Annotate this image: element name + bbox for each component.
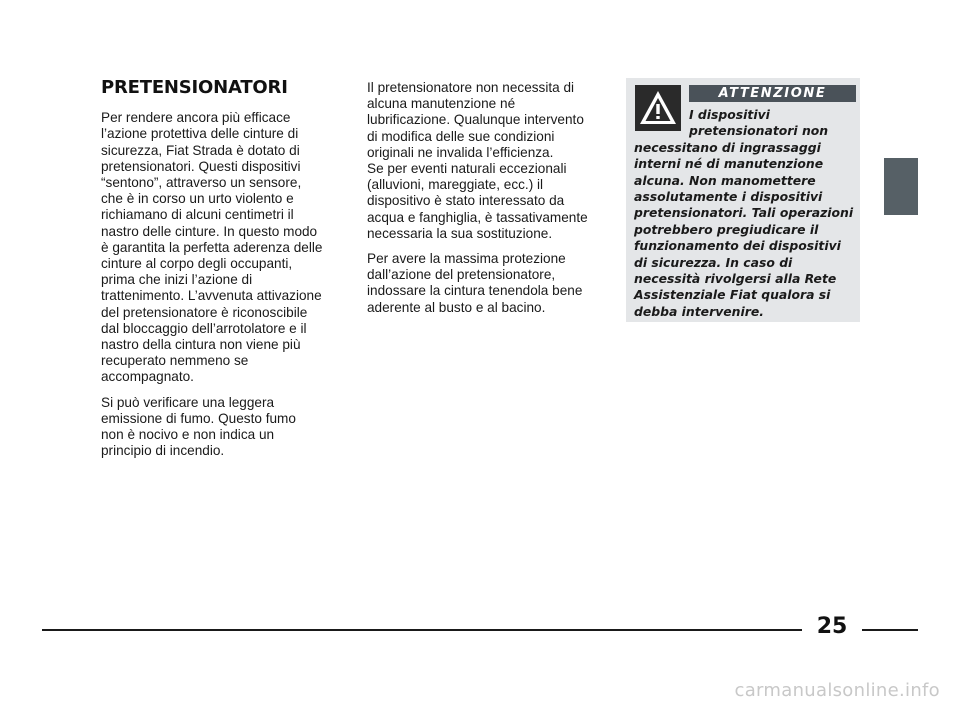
section-title: PRETENSIONATORI [101,77,288,98]
watermark: carmanualsonline.info [734,680,940,701]
warning-label: ATTENZIONE [689,85,856,102]
paragraph-pretensioner-function: Per rendere ancora più efficace l’azione protettiva delle cinture di sicurezza, Fiat Strada è dotato di pretensionatori. Questi dispositivi “sentono”, attraverso un sensore, che è in corso un urto violento e richiamano di alcuni centimetri il nastro delle cinture. In questo modo è garantita la perfetta aderenza delle cinture al corpo degli occupanti, prima che inizi l’azione di trattenimento. L’avvenuta attivazione del pretensionatore è riconoscibile dal bloccaggio dell’arrotolatore e il nastro della cintura non viene più recuperato nemmeno se accompagnato. [101,110,323,385]
paragraph-smoke-emission: Si può verificare una leggera emissione di fumo. Questo fumo non è nocivo e non indica un principio di incendio. [101,394,296,459]
text-column-left [101,77,337,468]
warning-text [634,107,856,320]
text-column-middle [367,80,602,325]
footer-rule-left [42,629,802,631]
warning-box [626,78,860,322]
warning-text-lead: I dispositivi pretensionatori non [689,107,829,139]
paragraph-max-protection: Per avere la massima protezione dall’azione del pretensionatore, indossare la cintura tenendola bene aderente al busto e al bacino. [367,251,583,315]
footer-rule-right [862,629,918,631]
warning-text-body: necessitano di ingrassaggi interni né di manutenzione alcuna. Non manomettere assolutamente i dispositivi pretensionatori. Tali operazioni potrebbero pregiudicare il funzionamento dei dispositivi di sicurezza. In caso di necessità rivolgersi alla Rete Assistenziale Fiat qualora si debba intervenire. [634,139,854,319]
paragraph-maintenance: Il pretensionatore non necessita di alcuna manutenzione né lubrificazione. Qualunque intervento di modifica delle sue condizioni originali ne invalida l’efficienza. Se per eventi naturali eccezionali (alluvioni, mareggiate, ecc.) il dispositivo è stato interessato da acqua e fanghiglia, è tassativamente necessaria la sua sostituzione. [367,80,588,241]
page-number: 25 [816,614,848,639]
chapter-tab-marker [884,158,918,215]
